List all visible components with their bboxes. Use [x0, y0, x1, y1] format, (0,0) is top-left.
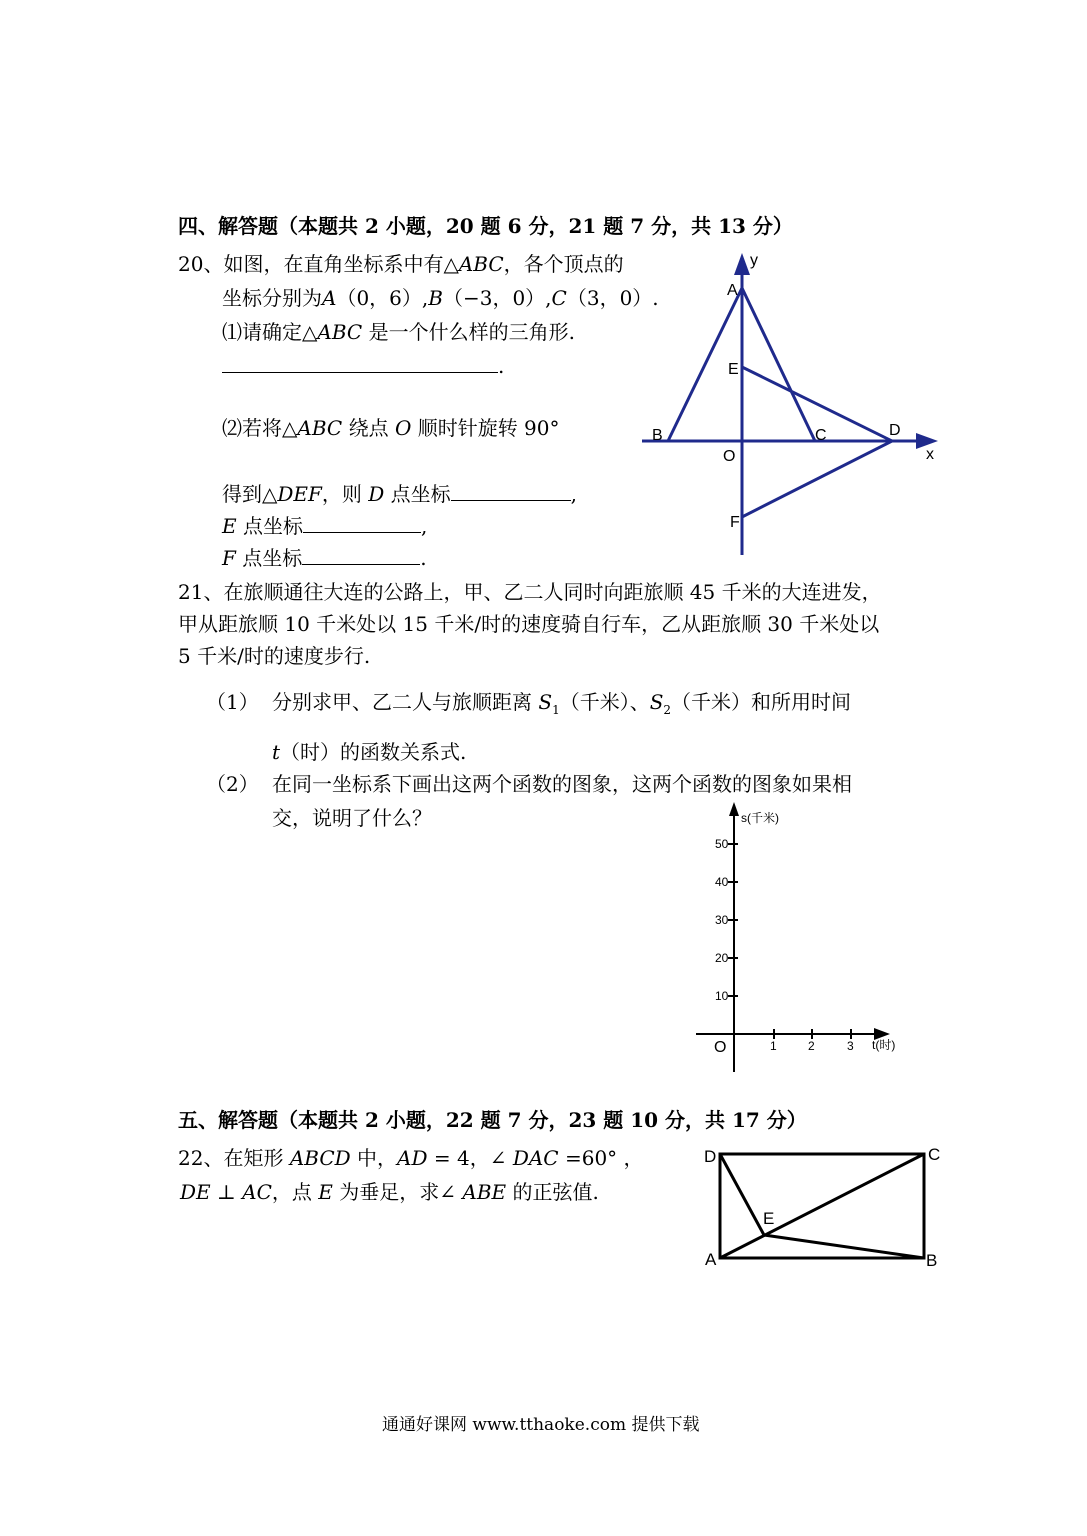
- y-tick-20: 20: [715, 951, 729, 965]
- label-o: O: [723, 448, 736, 465]
- segment-de: [720, 1154, 764, 1235]
- label-d: D: [889, 422, 901, 439]
- t-axis-label: t(时): [872, 1038, 896, 1052]
- answer-blank[interactable]: [222, 354, 498, 373]
- label-a: A: [705, 1250, 717, 1269]
- x-tick-3: 3: [847, 1039, 854, 1053]
- q20-triangle-diagram: [630, 245, 950, 565]
- q22-line2: DE ⊥ AC，点 E 为垂足，求∠ ABE 的正弦值.: [180, 1180, 599, 1204]
- q22-rectangle-diagram: [700, 1140, 950, 1275]
- q20-part1-answer: .: [222, 354, 504, 378]
- q21-sub2-number: （2）: [206, 772, 259, 796]
- label-e: E: [763, 1209, 775, 1228]
- answer-blank-d[interactable]: [451, 482, 571, 501]
- q20-part2: ⑵若将△ABC 绕点 O 顺时针旋转 90°: [222, 416, 560, 440]
- segment-eb: [764, 1235, 924, 1258]
- segment-ac: [742, 288, 815, 441]
- y-tick-10: 10: [715, 989, 729, 1003]
- q22-line1: 22、在矩形 ABCD 中，AD = 4，∠ DAC =60° ，: [178, 1146, 644, 1170]
- x-tick-1: 1: [770, 1039, 777, 1053]
- origin-label: O: [714, 1039, 727, 1056]
- label-y: y: [750, 252, 758, 269]
- section-5-heading: 五、解答题（本题共 2 小题，22 题 7 分，23 题 10 分，共 17 分）: [178, 1108, 807, 1132]
- q21-sub2-line2: 交，说明了什么？: [272, 806, 432, 830]
- label-e: E: [728, 361, 739, 378]
- q20-part1: ⑴请确定△ABC 是一个什么样的三角形.: [222, 320, 575, 344]
- q20-part2-f: F 点坐标 .: [222, 546, 427, 570]
- q21-sub1-number: （1）: [206, 690, 259, 714]
- q21-sub2-line1: 在同一坐标系下画出这两个函数的图象，这两个函数的图象如果相: [272, 772, 852, 796]
- footer-text: 通通好课网 www.tthaoke.com 提供下载: [382, 1415, 700, 1435]
- label-x: x: [926, 446, 934, 463]
- answer-blank-e[interactable]: [303, 514, 421, 533]
- q21-line3: 5 千米/时的速度步行.: [178, 644, 371, 668]
- segment-df: [742, 441, 892, 517]
- s-axis-arrow: [729, 802, 739, 816]
- label-f: F: [730, 514, 740, 531]
- q21-line1: 21、在旅顺通往大连的公路上，甲、乙二人同时向距旅顺 45 千米的大连进发，: [178, 580, 882, 604]
- s-axis-label: s(千米): [741, 811, 779, 825]
- q20-line1: 20、如图，在直角坐标系中有△ABC，各个顶点的: [178, 252, 624, 276]
- y-tick-40: 40: [715, 875, 729, 889]
- q21-empty-graph: [688, 800, 918, 1080]
- label-c: C: [928, 1145, 941, 1164]
- label-b: B: [652, 427, 663, 444]
- label-a: A: [727, 282, 738, 299]
- q20-part2-e: E 点坐标 ,: [222, 514, 428, 538]
- label-b: B: [926, 1251, 938, 1270]
- label-d: D: [704, 1147, 717, 1166]
- y-axis-arrow: [734, 253, 750, 275]
- q21-line2: 甲从距旅顺 10 千米处以 15 千米/时的速度骑自行车，乙从距旅顺 30 千米处以: [178, 612, 880, 636]
- y-tick-50: 50: [715, 837, 729, 851]
- x-tick-2: 2: [808, 1039, 815, 1053]
- answer-blank-f[interactable]: [302, 546, 420, 565]
- label-c: C: [815, 427, 827, 444]
- y-tick-30: 30: [715, 913, 729, 927]
- q20-line2: 坐标分别为A（0，6）,B（−3，0）,C（3，0）.: [222, 286, 659, 310]
- section-4-heading: 四、解答题（本题共 2 小题，20 题 6 分，21 题 7 分，共 13 分）: [178, 214, 793, 238]
- q21-sub1-text-2: t（时）的函数关系式.: [272, 740, 467, 764]
- q20-part2-d: 得到△DEF，则 D 点坐标 ,: [222, 482, 578, 506]
- q21-sub1-text: 分别求甲、乙二人与旅顺距离 $S_1$（千米）、$S_2$（千米）和所用时间: [272, 690, 852, 717]
